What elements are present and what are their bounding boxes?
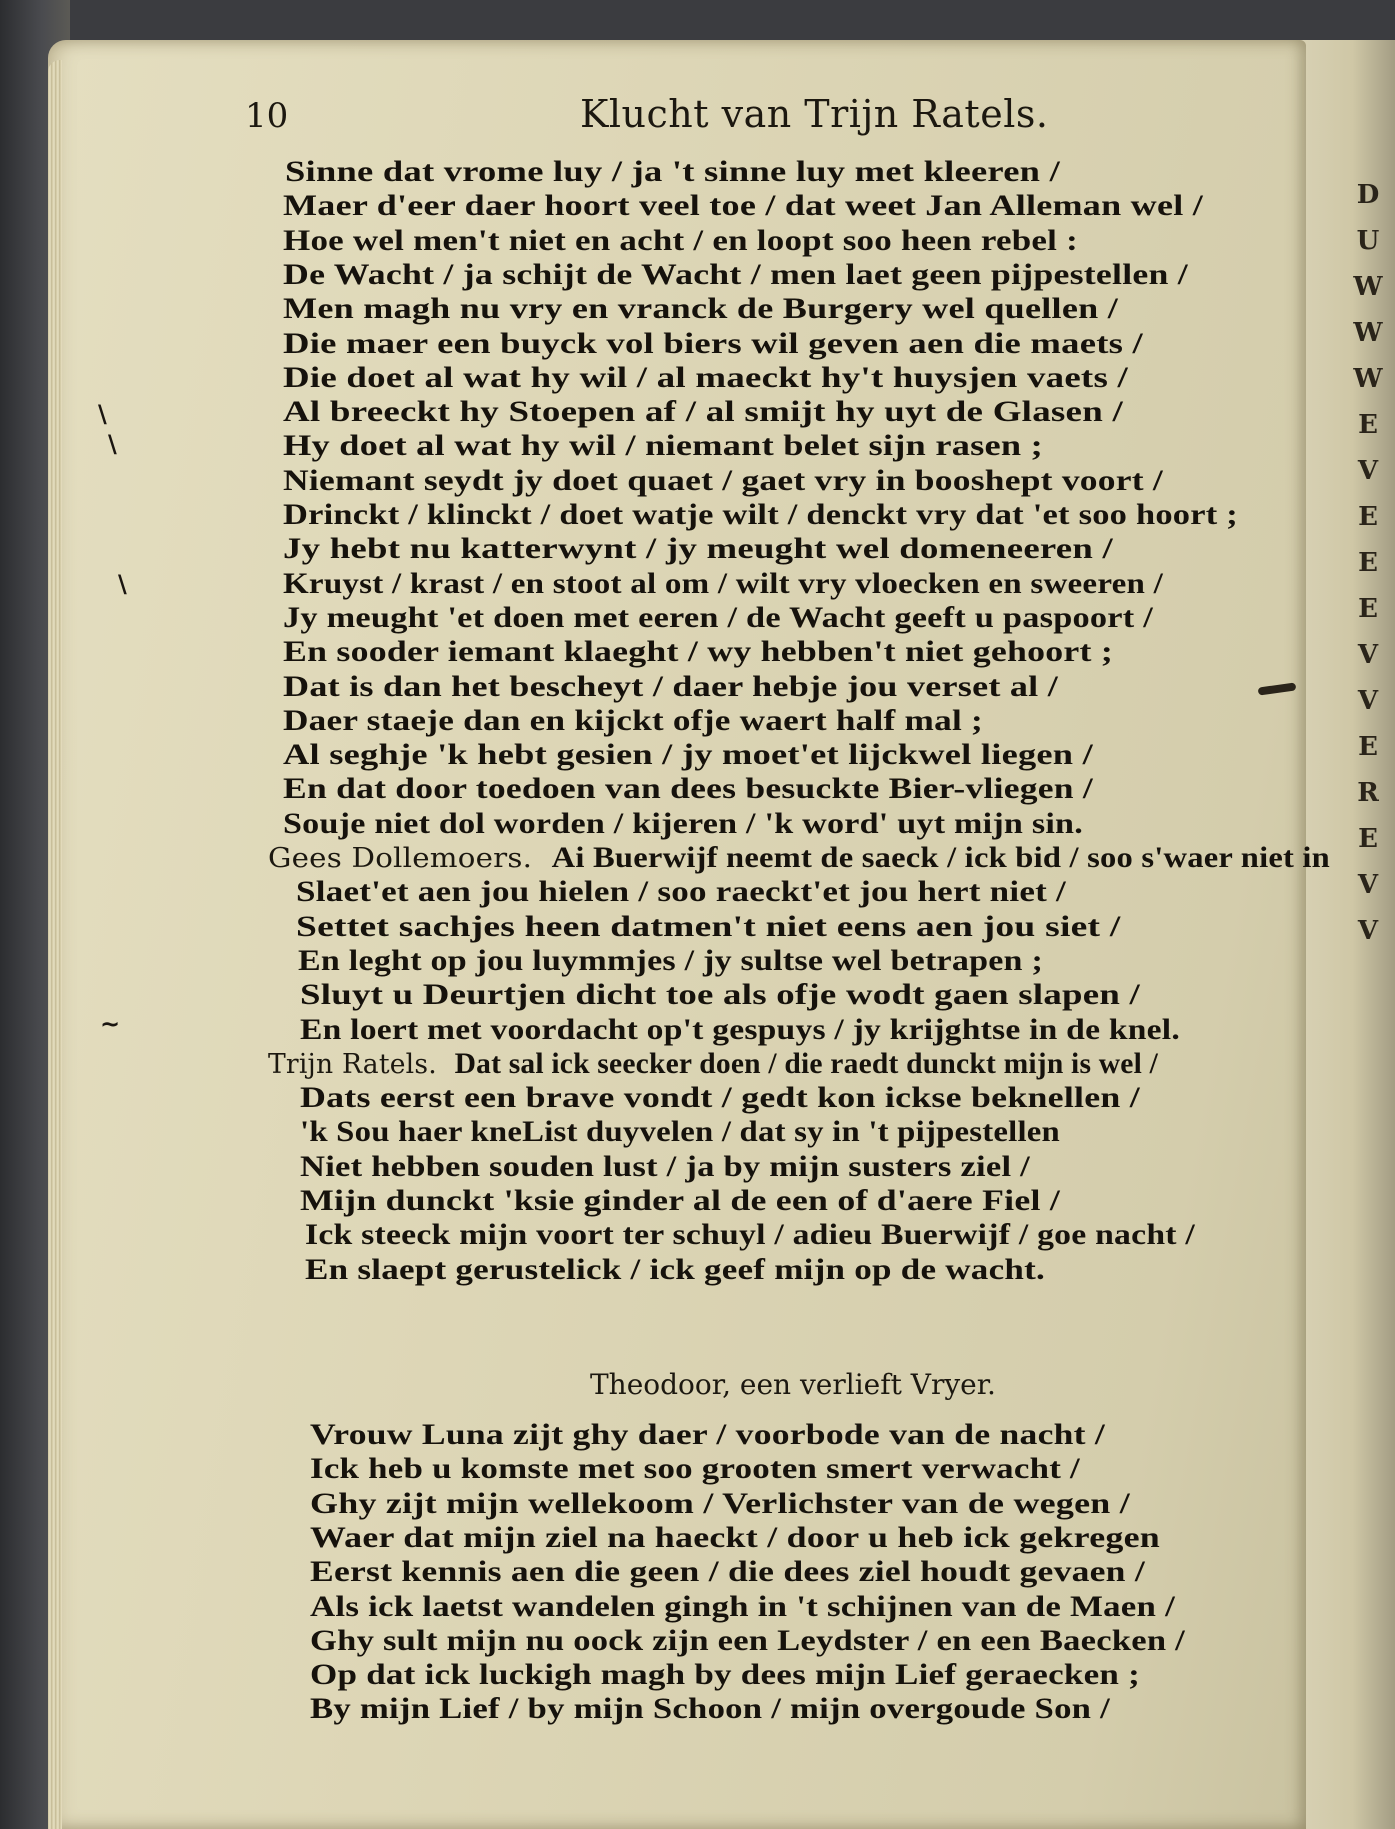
verse-line	[300, 1115, 1060, 1149]
verse-line: Waer dat mijn ziel na haeckt / door u heb ick gekregen	[310, 1520, 1160, 1554]
verse-line	[298, 944, 1043, 978]
verse-text: En loert met voordacht op't gespuys / jy krijghtse in de knel.	[300, 1012, 1180, 1046]
verse-text: Kruyst / krast / en stoot al om / wilt vry vloecken en sweeren /	[283, 566, 1163, 600]
verse-line	[300, 1150, 1030, 1184]
facing-page-letter: V	[1357, 686, 1379, 716]
facing-page-letter: E	[1358, 594, 1378, 624]
verse-line	[283, 464, 1163, 498]
page-number: 10	[245, 96, 289, 136]
facing-page-letter: E	[1358, 410, 1378, 440]
verse-text: Niet hebben souden lust / ja by mijn susters ziel /	[300, 1149, 1030, 1183]
facing-page-letter: W	[1353, 364, 1383, 394]
verse-text: Mijn dunckt 'ksie ginder al de een of d'aere Fiel /	[300, 1184, 1060, 1217]
verse-line	[283, 258, 1188, 292]
verse-line: Als ick laetst wandelen gingh in 't schijnen van de Maen /	[310, 1589, 1175, 1623]
verse-line: Ick heb u komste met soo grooten smert verwacht /	[310, 1452, 1080, 1486]
speaker-name: Trijn Ratels.	[268, 1048, 437, 1080]
facing-page-letter: W	[1353, 318, 1383, 348]
verse-line	[296, 910, 1121, 944]
facing-page-letter: E	[1358, 824, 1378, 854]
facing-page-letter: V	[1357, 640, 1379, 670]
facing-page-letter: E	[1358, 732, 1378, 762]
verse-line	[283, 772, 1093, 806]
verse-line	[283, 807, 1083, 841]
verse-text: 'k Sou haer kneList duyvelen / dat sy in 't pijpestellen	[300, 1115, 1060, 1149]
verse-text: Daer staeje dan en kijckt ofje waert half mal ;	[283, 703, 983, 737]
speaker-name: Gees Dollemoers.	[268, 843, 533, 874]
facing-page-letter: V	[1357, 456, 1379, 486]
verse-line	[283, 738, 1093, 772]
verse-line	[283, 704, 983, 738]
verse-line	[283, 498, 1238, 532]
verse-text: Dats eerst een brave vondt / gedt kon ickse beknellen /	[300, 1081, 1140, 1115]
verse-text: Men magh nu vry en vranck de Burgery wel quellen /	[283, 292, 1118, 326]
facing-page-letter: W	[1353, 272, 1383, 302]
margin-tick-mark: \	[118, 570, 127, 598]
verse-line	[283, 327, 1143, 361]
verse-line	[283, 292, 1118, 326]
verse-line: Op dat ick luckigh magh by dees mijn Lief geraecken ;	[310, 1658, 1140, 1692]
verse-text: Sinne dat vrome luy / ja 't sinne luy met kleeren /	[285, 155, 1060, 188]
verse-line	[283, 224, 1078, 258]
verse-text: Jy hebt nu katterwynt / jy meught wel domeneeren /	[283, 532, 1113, 566]
verse-text: En sooder iemant klaeght / wy hebben't niet gehoort ;	[283, 635, 1113, 669]
verse-line	[283, 361, 1128, 395]
verse-line	[268, 1047, 1158, 1081]
verse-text: Ick steeck mijn voort ter schuyl / adieu Buerwijf / goe nacht /	[305, 1218, 1195, 1252]
verse-text: Hoe wel men't niet en acht / en loopt soo heen rebel :	[283, 223, 1078, 257]
verse-line	[285, 155, 1060, 189]
facing-page-letter: E	[1358, 548, 1378, 578]
verse-text: Jy meught 'et doen met eeren / de Wacht geeft u paspoort /	[283, 600, 1153, 634]
verse-text: Maer d'eer daer hoort veel toe / dat weet Jan Alleman wel /	[283, 189, 1203, 223]
verse-line	[283, 567, 1163, 601]
verse-line	[283, 395, 1123, 429]
page-header	[0, 92, 1395, 142]
facing-page-edge	[1300, 40, 1395, 1829]
facing-page-letter: U	[1356, 226, 1380, 256]
verse-line	[300, 1081, 1140, 1115]
verse-line	[305, 1253, 1045, 1287]
facing-page-letter: V	[1357, 870, 1379, 900]
verse-line	[283, 532, 1113, 566]
scene-heading: Theodoor, een verlieft Vryer.	[590, 1368, 996, 1401]
verse-text: En dat door toedoen van dees besuckte Bier-vliegen /	[283, 772, 1093, 806]
margin-tick-mark: \	[98, 400, 107, 428]
verse-text: Dat sal ick seecker doen / die raedt dunckt mijn is wel /	[454, 1046, 1158, 1080]
verse-text: En leght op jou luymmjes / jy sultse wel betrapen ;	[298, 943, 1043, 977]
verse-text: Souje niet dol worden / kijeren / 'k word' uyt mijn sin.	[283, 806, 1083, 840]
facing-page-letter: E	[1358, 502, 1378, 532]
verse-text: Dat is dan het bescheyt / daer hebje jou verset al /	[283, 669, 1058, 703]
verse-line: Ghy sult mijn nu oock zijn een Leydster / en een Baecken /	[310, 1623, 1185, 1657]
running-title: Klucht van Trijn Ratels.	[580, 92, 1049, 136]
verse-line	[283, 635, 1113, 669]
verse-line	[283, 189, 1203, 223]
verse-text: Al seghje 'k hebt gesien / jy moet'et lijckwel liegen /	[283, 738, 1093, 772]
facing-page-letter: D	[1356, 180, 1380, 210]
verse-text: Hy doet al wat hy wil / niemant belet sijn rasen ;	[283, 429, 1043, 463]
verse-text: Die doet al wat hy wil / al maeckt hy't huysjen vaets /	[283, 360, 1128, 394]
verse-text: Ai Buerwijf neemt de saeck / ick bid / soo s'waer niet in	[551, 841, 1330, 874]
verse-text: Settet sachjes heen datmen't niet eens aen jou siet /	[296, 909, 1121, 943]
verse-text: Sluyt u Deurtjen dicht toe als ofje wodt gaen slapen /	[300, 978, 1140, 1012]
verse-line	[283, 601, 1153, 635]
verse-text: Al breeckt hy Stoepen af / al smijt hy uyt de Glasen /	[283, 395, 1123, 429]
verse-line: By mijn Lief / by mijn Schoon / mijn overgoude Son /	[310, 1692, 1110, 1726]
facing-page-letter: V	[1357, 916, 1379, 946]
verse-text: Niemant seydt jy doet quaet / gaet vry in booshept voort /	[283, 463, 1163, 497]
verse-line	[268, 841, 1330, 875]
verse-text: Drinckt / klinckt / doet watje wilt / denckt vry dat 'et soo hoort ;	[283, 498, 1238, 531]
verse-text: Slaet'et aen jou hielen / soo raeckt'et jou hert niet /	[296, 875, 1066, 909]
verse-line	[283, 670, 1058, 704]
margin-tick-mark: \	[108, 430, 117, 458]
verse-line	[300, 978, 1140, 1012]
verse-line: Eerst kennis aen die geen / die dees ziel houdt gevaen /	[310, 1555, 1145, 1589]
margin-tick-mark: ~	[100, 1010, 121, 1038]
facing-page-letter: R	[1357, 778, 1379, 808]
verse-line	[300, 1184, 1060, 1218]
verse-text: De Wacht / ja schijt de Wacht / men laet geen pijpestellen /	[283, 257, 1188, 291]
verse-text: En slaept gerustelick / ick geef mijn op de wacht.	[305, 1252, 1045, 1286]
page-stack-edge	[48, 60, 62, 1829]
verse-line	[300, 1013, 1180, 1047]
verse-line	[296, 875, 1066, 909]
verse-line	[283, 429, 1043, 463]
verse-text: Die maer een buyck vol biers wil geven aen die maets /	[283, 326, 1143, 360]
verse-line: Ghy zijt mijn wellekoom / Verlichster van de wegen /	[310, 1486, 1130, 1520]
verse-line	[305, 1218, 1195, 1252]
verse-line: Vrouw Luna zijt ghy daer / voorbode van de nacht /	[310, 1418, 1105, 1451]
